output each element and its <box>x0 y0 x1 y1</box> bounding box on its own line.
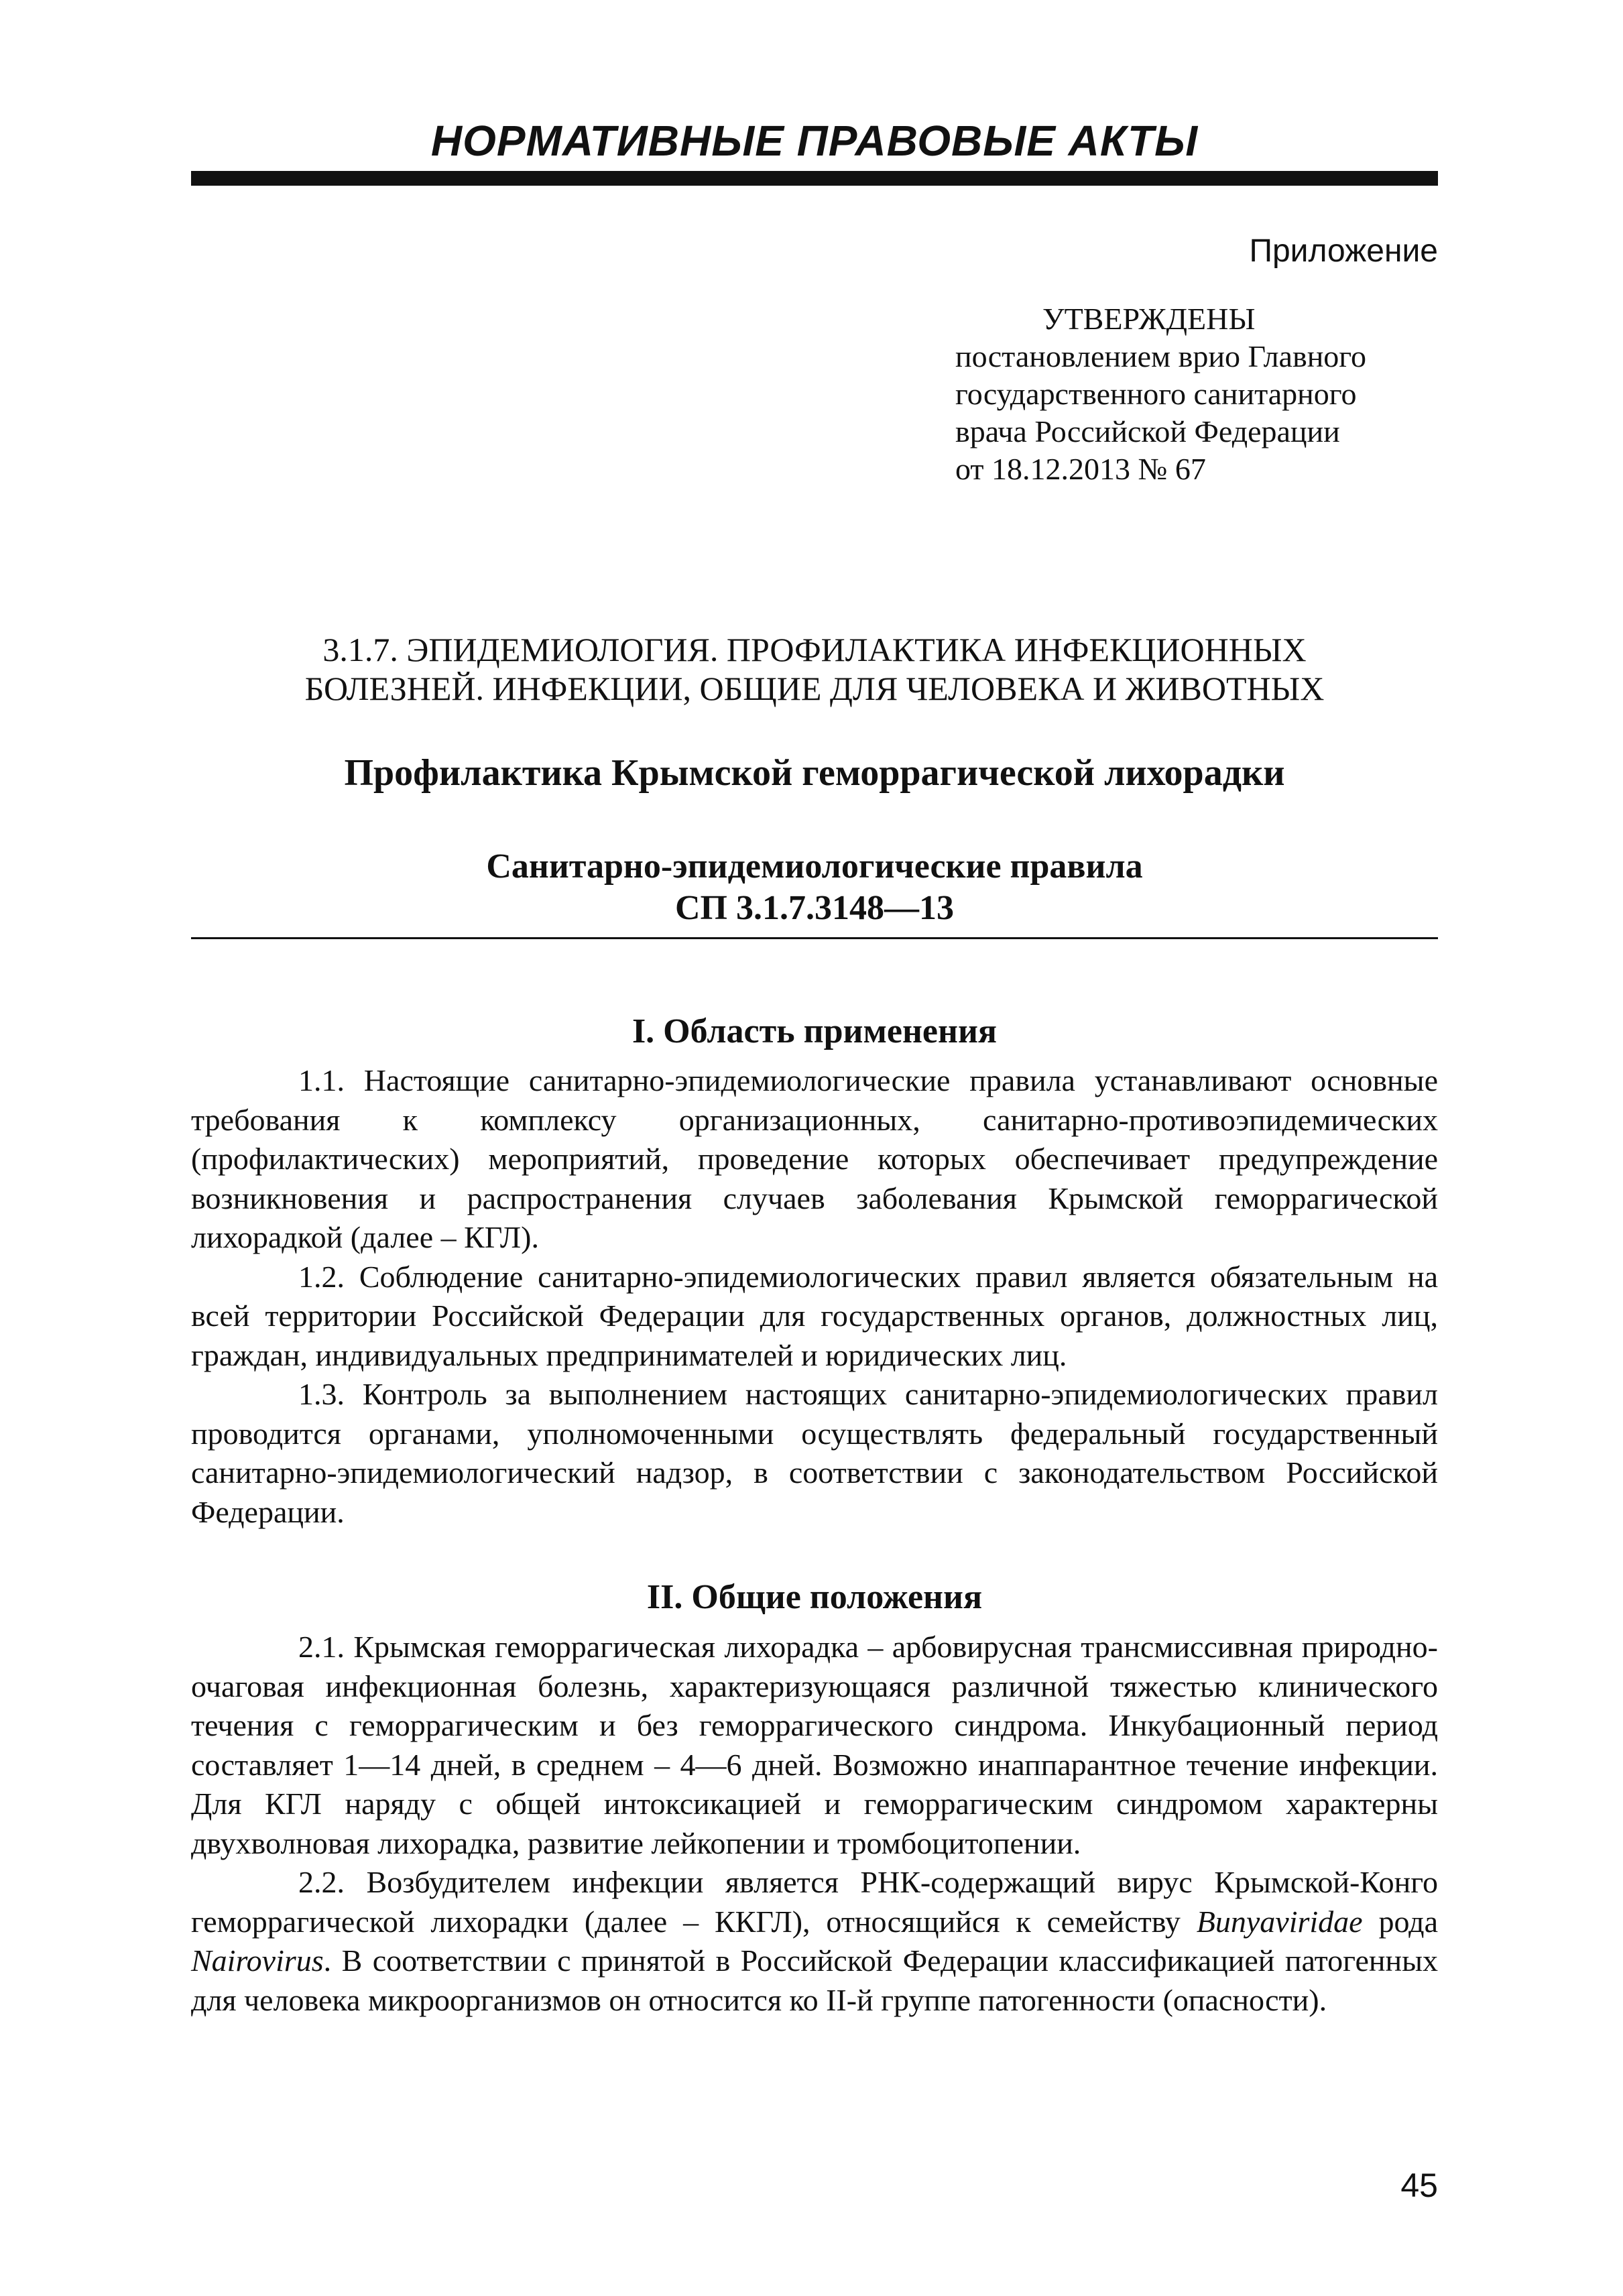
approval-date: от 18.12.2013 № 67 <box>955 452 1206 486</box>
section-heading-general: II. Общие положения <box>646 1578 983 1616</box>
paragraph-1-1: 1.1. Настоящие санитарно-эпидемиологические правила устанавливают основные требования к комплексу организационных, санитарно-противоэпидемических (профилактических) мероприятий, проведение которых обеспечивает предупреждение возникновения и распространения случаев заболевания Крымской геморрагической лихорадкой (далее – КГЛ). <box>191 1063 1438 1254</box>
approval-block <box>955 300 1465 488</box>
rules-type: Санитарно-эпидемиологические правила <box>486 847 1143 886</box>
appendix-label: Приложение <box>1249 233 1438 269</box>
approval-line: врача Российской Федерации <box>955 414 1340 448</box>
paragraph-2-1: 2.1. Крымская геморрагическая лихорадка – арбовирусная трансмиссивная природно-очаговая инфекционная болезнь, характеризующаяся различной тяжестью клинического течения с геморрагическим и без геморрагического синдрома. Инкубационный период составляет 1—14 дней, в среднем – 4—6 дней. Возможно инаппарантное течение инфекции. Для КГЛ наряду с общей интоксикацией и геморрагическим синдромом характерны двухволновая лихорадка, развитие лейкопении и тромбоцитопении. <box>191 1630 1438 1860</box>
header-rule <box>191 171 1438 186</box>
paragraph-1-3: 1.3. Контроль за выполнением настоящих санитарно-эпидемиологических правил проводится органами, уполномоченными осуществлять федеральный государственный санитарно-эпидемиологический надзор, в соответствии с законодательством Российской Федерации. <box>191 1377 1438 1529</box>
paragraph-2-2-text: . В соответствии с принятой в Российской Федерации классификацией патогенных для человека микроорганизмов он относится ко II-й группе патогенности (опасности). <box>191 1943 1438 2017</box>
subject-line: 3.1.7. ЭПИДЕМИОЛОГИЯ. ПРОФИЛАКТИКА ИНФЕКЦИОННЫХ <box>322 631 1307 668</box>
virus-family-name: Bunyaviridae <box>1196 1904 1363 1939</box>
subject-line: БОЛЕЗНЕЙ. ИНФЕКЦИИ, ОБЩИЕ ДЛЯ ЧЕЛОВЕКА И ЖИВОТНЫХ <box>304 670 1325 707</box>
section-general-body <box>191 1628 1438 2020</box>
paragraph-2-2-text: 2.2. Возбудителем инфекции является РНК-содержащий вирус Крымской-Конго геморрагической лихорадки (далее – ККГЛ), относящийся к семейству <box>191 1865 1438 1939</box>
virus-genus-name: Nairovirus <box>191 1943 324 1978</box>
title-divider <box>191 937 1438 939</box>
approval-word: УТВЕРЖДЕНЫ <box>1042 302 1256 336</box>
section-heading-scope: I. Область применения <box>632 1012 998 1050</box>
paragraph-1-2: 1.2. Соблюдение санитарно-эпидемиологических правил является обязательным на всей территории Российской Федерации для государственных органов, должностных лиц, граждан, индивидуальных предпринимателей и юридических лиц. <box>191 1259 1438 1372</box>
rules-code: СП 3.1.7.3148—13 <box>675 889 954 927</box>
rules-title <box>191 846 1438 929</box>
document-title: Профилактика Крымской геморрагической лихорадки <box>344 752 1285 794</box>
paragraph-2-2 <box>191 1863 1438 2020</box>
document-subject <box>191 630 1438 708</box>
section-scope-body <box>191 1061 1438 1532</box>
paragraph-2-2-text: рода <box>1362 1904 1438 1939</box>
page-number: 45 <box>1400 2167 1438 2204</box>
approval-line: постановлением врио Главного <box>955 339 1367 373</box>
approval-line: государственного санитарного <box>955 377 1357 411</box>
section-header-title: НОРМАТИВНЫЕ ПРАВОВЫЕ АКТЫ <box>430 117 1199 165</box>
